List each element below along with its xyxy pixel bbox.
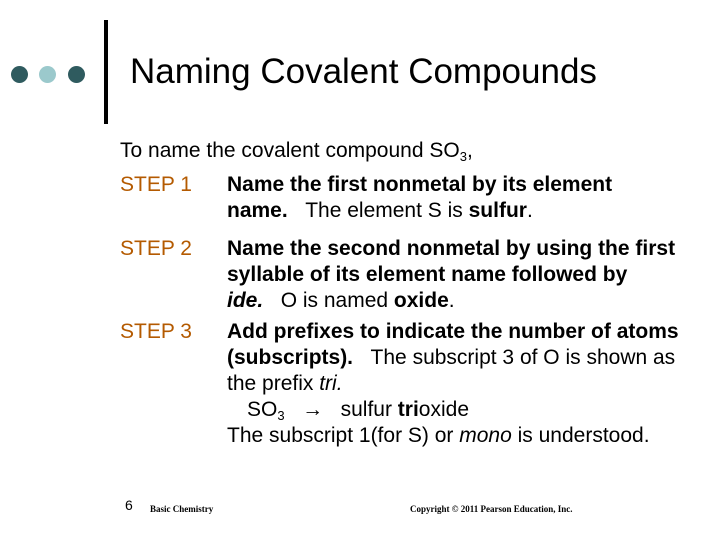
slide-number: 6 [125, 497, 133, 513]
step-3-text: Add prefixes to indicate the number of atoms (subscripts). The subscript 3 of O is shown as the prefix tri. $SO_3$ → sulfur trioxide The subscript 1(for S) or mono is understood. [227, 320, 679, 447]
step-1-label: STEP 1 [120, 173, 192, 196]
step-2-text: Name the second nonmetal by using the first syllable of its element name followed by ide. O is named oxide. [227, 237, 676, 312]
dot-dark-2 [68, 66, 85, 83]
dot-light [39, 66, 56, 83]
title-divider [104, 20, 108, 124]
step-2-label: STEP 2 [120, 237, 192, 260]
footer-left: Basic Chemistry [150, 504, 214, 514]
step-3-label: STEP 3 [120, 320, 192, 343]
formula-line: $SO_3$ → sulfur trioxide [247, 398, 469, 423]
slide-title: Naming Covalent Compounds [130, 52, 597, 91]
step-1-text: Name the first nonmetal by its element name. The element S is sulfur. [227, 173, 613, 222]
intro-text: To name the covalent compound $SO_3$, [120, 139, 473, 164]
decorative-dots [11, 66, 99, 84]
footer-copyright: Copyright © 2011 Pearson Education, Inc. [410, 504, 573, 514]
arrow-icon: → [302, 398, 324, 421]
dot-dark-1 [11, 66, 28, 83]
